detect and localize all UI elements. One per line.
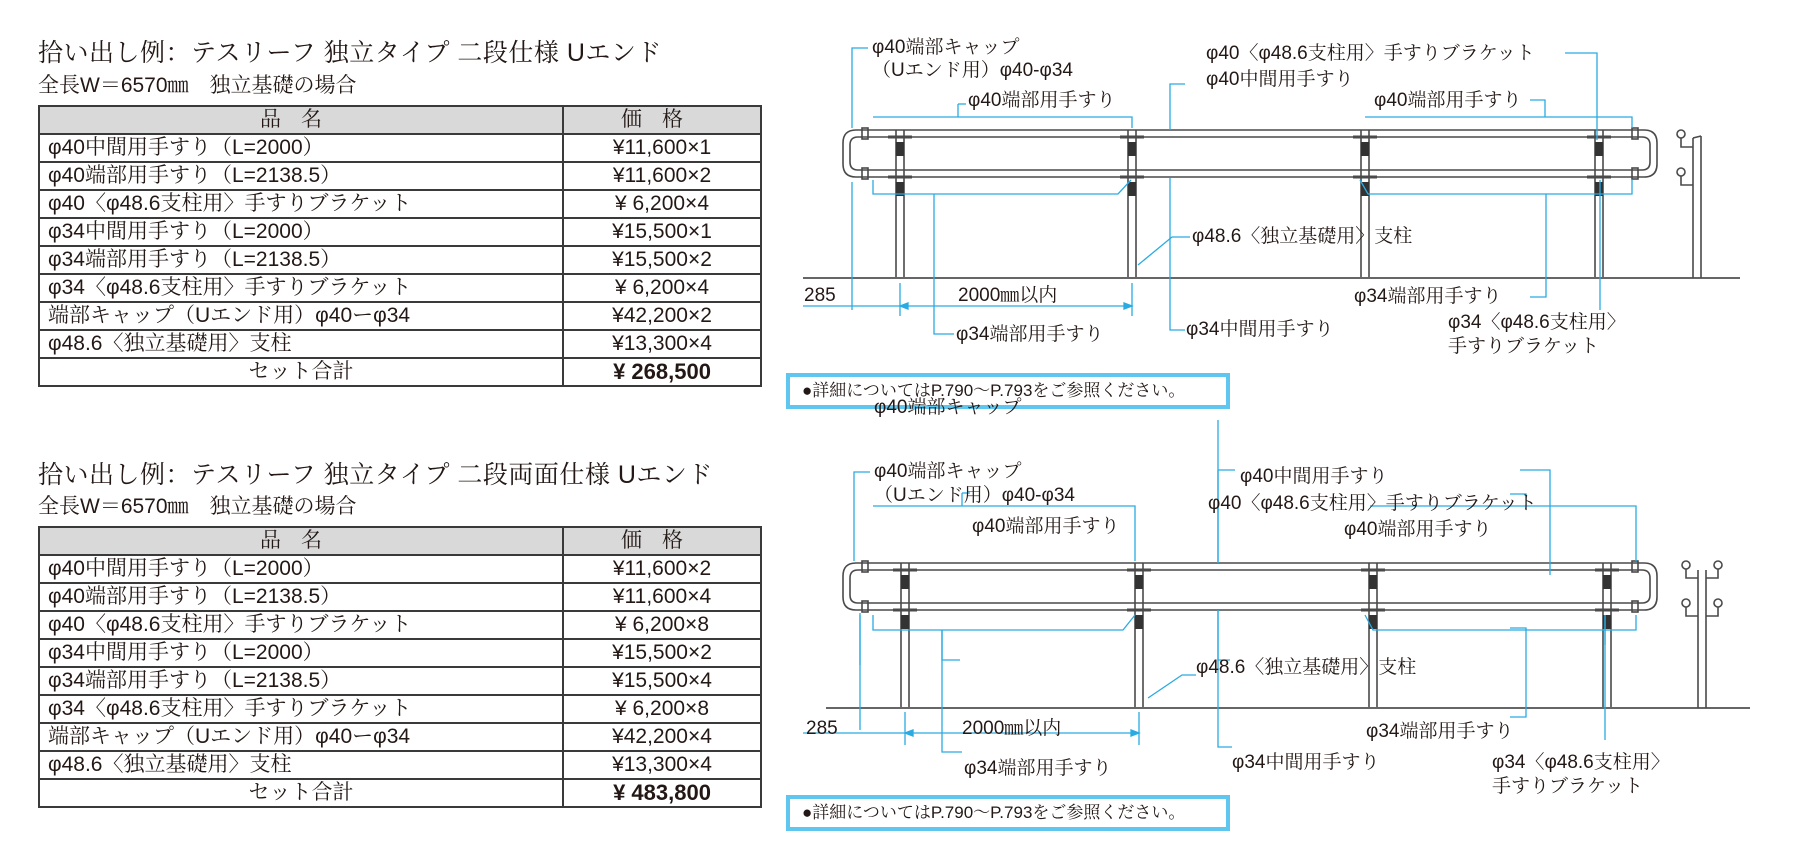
label-post: φ48.6〈独立基礎用〉支柱 xyxy=(1196,657,1417,678)
label-end-cap: φ40端部キャップ xyxy=(874,461,1022,482)
item-name: φ40〈φ48.6支柱用〉手すりブラケット xyxy=(39,611,563,639)
item-price: ¥11,600×1 xyxy=(563,134,761,162)
reference-note: ●詳細についてはP.790～P.793をご参照ください。 xyxy=(786,795,1230,831)
table-row xyxy=(39,723,761,751)
table-row xyxy=(39,162,761,190)
label-phi34-bracket: φ34〈φ48.6支柱用〉 xyxy=(1448,312,1626,333)
item-price: ¥13,300×4 xyxy=(563,330,761,358)
handrail-diagram xyxy=(780,0,1818,430)
parts-table xyxy=(38,105,762,387)
label-phi40-end-rail-right: φ40端部用手すり xyxy=(1344,519,1492,540)
item-name: φ48.6〈独立基礎用〉支柱 xyxy=(39,751,563,779)
label-phi34-end-rail-left: φ34端部用手すり xyxy=(964,758,1112,779)
table-row xyxy=(39,695,761,723)
item-price: ¥ 6,200×8 xyxy=(563,611,761,639)
section-subtitle: 全長W＝6570㎜ 独立基礎の場合 xyxy=(38,74,357,97)
table-row xyxy=(39,330,761,358)
item-price: ¥11,600×2 xyxy=(563,555,761,583)
parts-table xyxy=(38,526,762,808)
item-price: ¥15,500×2 xyxy=(563,246,761,274)
item-name: φ34端部用手すり（L=2138.5） xyxy=(39,667,563,695)
section-title: 拾い出し例：テスリーフ 独立タイプ 二段仕様 Uエンド xyxy=(38,39,662,67)
item-name: 端部キャップ（Uエンド用）φ40ーφ34 xyxy=(39,302,563,330)
item-price: ¥15,500×2 xyxy=(563,639,761,667)
total-value: ¥ 268,500 xyxy=(563,358,761,386)
table-row xyxy=(39,751,761,779)
label-phi40-bracket: φ40〈φ48.6支柱用〉手すりブラケット xyxy=(1206,43,1535,64)
label-phi40-end-rail-left: φ40端部用手すり xyxy=(968,90,1116,111)
label-phi34-end-rail-right: φ34端部用手すり xyxy=(1366,721,1514,742)
label-phi34-mid-rail: φ34中間用手すり xyxy=(1232,752,1380,773)
item-name: φ34端部用手すり（L=2138.5） xyxy=(39,246,563,274)
label-dim-2000: 2000㎜以内 xyxy=(958,285,1058,306)
label-phi34-mid-rail: φ34中間用手すり xyxy=(1186,319,1334,340)
table-row xyxy=(39,583,761,611)
header-price: 価格 xyxy=(563,106,761,134)
table-row xyxy=(39,639,761,667)
label-phi34-bracket-sub: 手すりブラケット xyxy=(1492,776,1644,797)
item-name: φ40端部用手すり（L=2138.5） xyxy=(39,583,563,611)
item-price: ¥11,600×2 xyxy=(563,162,761,190)
item-price: ¥42,200×2 xyxy=(563,302,761,330)
table-header-row xyxy=(39,527,761,555)
label-end-cap-sub: （Uエンド用）φ40-φ34 xyxy=(874,485,1075,506)
table-row xyxy=(39,611,761,639)
item-price: ¥42,200×4 xyxy=(563,723,761,751)
table-row xyxy=(39,190,761,218)
label-phi34-end-rail-right: φ34端部用手すり xyxy=(1354,286,1502,307)
item-price: ¥11,600×4 xyxy=(563,583,761,611)
label-phi34-end-rail-left: φ34端部用手すり xyxy=(956,324,1104,345)
label-post: φ48.6〈独立基礎用〉支柱 xyxy=(1192,226,1413,247)
table-row xyxy=(39,134,761,162)
label-dim-2000: 2000㎜以内 xyxy=(962,718,1062,739)
header-price: 価格 xyxy=(563,527,761,555)
total-label: セット合計 xyxy=(39,358,563,386)
label-dim-285: 285 xyxy=(806,718,838,739)
item-price: ¥ 6,200×4 xyxy=(563,190,761,218)
reference-note: ●詳細についてはP.790～P.793をご参照ください。 xyxy=(786,373,1230,409)
total-label: セット合計 xyxy=(39,779,563,807)
item-price: ¥15,500×1 xyxy=(563,218,761,246)
label-phi40-mid-rail: φ40中間用手すり xyxy=(1240,466,1388,487)
table-header-row xyxy=(39,106,761,134)
item-name: φ34中間用手すり（L=2000） xyxy=(39,218,563,246)
item-name: φ40中間用手すり（L=2000） xyxy=(39,134,563,162)
table-row xyxy=(39,302,761,330)
item-price: ¥ 6,200×8 xyxy=(563,695,761,723)
header-item-name: 品名 xyxy=(39,106,563,134)
item-name: 端部キャップ（Uエンド用）φ40ーφ34 xyxy=(39,723,563,751)
item-name: φ34〈φ48.6支柱用〉手すりブラケット xyxy=(39,695,563,723)
item-name: φ34〈φ48.6支柱用〉手すりブラケット xyxy=(39,274,563,302)
item-name: φ40中間用手すり（L=2000） xyxy=(39,555,563,583)
label-phi34-bracket-sub: 手すりブラケット xyxy=(1448,336,1600,357)
header-item-name: 品名 xyxy=(39,527,563,555)
table-row xyxy=(39,274,761,302)
total-row xyxy=(39,358,761,386)
table-row xyxy=(39,555,761,583)
table-row xyxy=(39,218,761,246)
item-name: φ48.6〈独立基礎用〉支柱 xyxy=(39,330,563,358)
section-subtitle: 全長W＝6570㎜ 独立基礎の場合 xyxy=(38,495,357,518)
total-value: ¥ 483,800 xyxy=(563,779,761,807)
table-row xyxy=(39,246,761,274)
label-dim-285: 285 xyxy=(804,285,836,306)
label-end-cap: φ40端部キャップ xyxy=(874,397,1022,418)
label-phi40-mid-rail: φ40中間用手すり xyxy=(1206,69,1354,90)
label-phi40-end-rail-left: φ40端部用手すり xyxy=(972,516,1120,537)
label-phi40-bracket: φ40〈φ48.6支柱用〉手すりブラケット xyxy=(1208,493,1537,514)
item-price: ¥13,300×4 xyxy=(563,751,761,779)
item-name: φ40端部用手すり（L=2138.5） xyxy=(39,162,563,190)
total-row xyxy=(39,779,761,807)
label-end-cap: φ40端部キャップ xyxy=(872,37,1020,58)
label-phi40-end-rail-right: φ40端部用手すり xyxy=(1374,90,1522,111)
label-end-cap-sub: （Uエンド用）φ40-φ34 xyxy=(872,60,1073,81)
item-name: φ34中間用手すり（L=2000） xyxy=(39,639,563,667)
section-title: 拾い出し例：テスリーフ 独立タイプ 二段両面仕様 Uエンド xyxy=(38,461,713,489)
item-name: φ40〈φ48.6支柱用〉手すりブラケット xyxy=(39,190,563,218)
item-price: ¥15,500×4 xyxy=(563,667,761,695)
item-price: ¥ 6,200×4 xyxy=(563,274,761,302)
table-row xyxy=(39,667,761,695)
label-phi34-bracket: φ34〈φ48.6支柱用〉 xyxy=(1492,752,1670,773)
